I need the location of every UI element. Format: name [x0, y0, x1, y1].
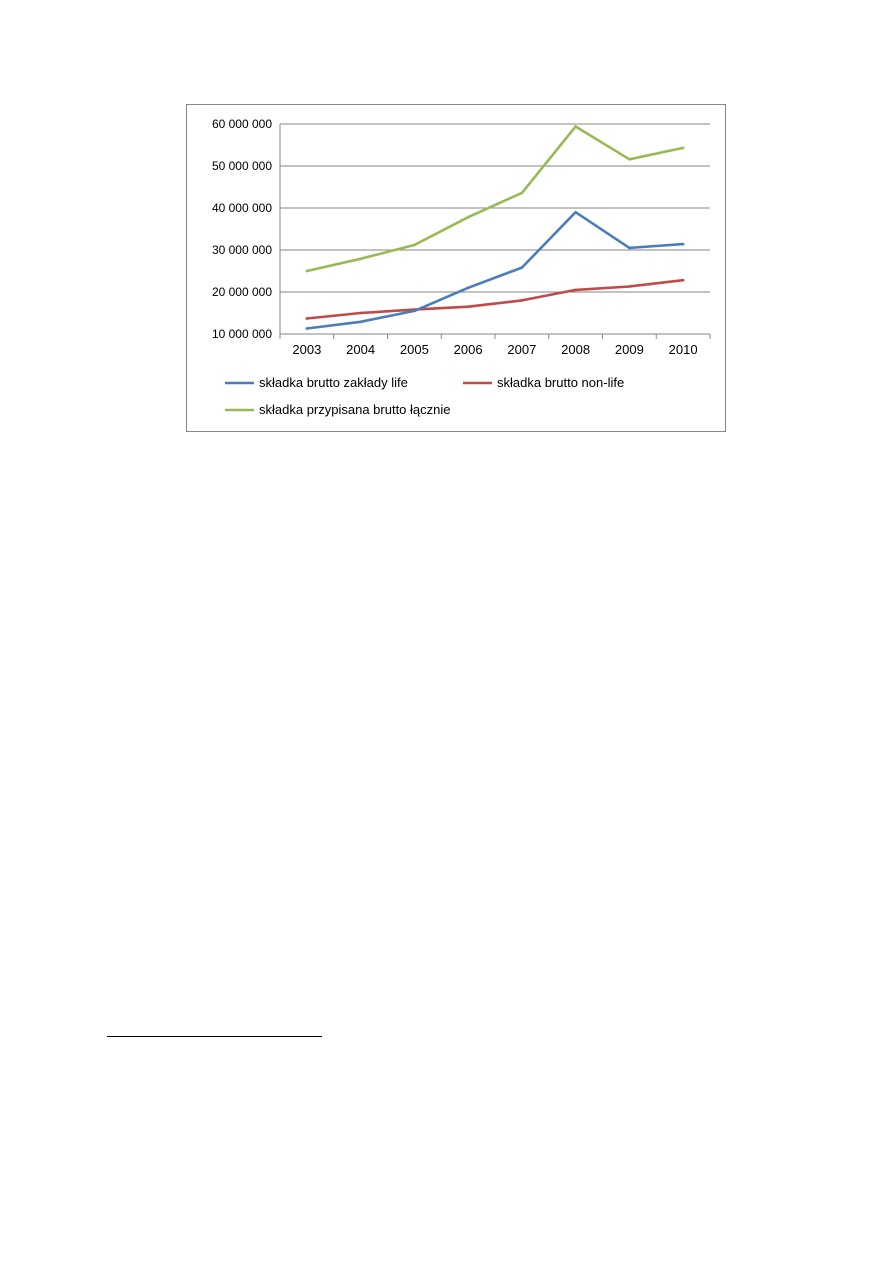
- x-tick-label: 2005: [399, 342, 429, 357]
- series-line-2: [307, 127, 683, 272]
- data-point-2: [682, 147, 685, 150]
- legend-label-1: składka brutto non-life: [497, 375, 625, 390]
- data-point-1: [628, 285, 631, 288]
- data-point-1: [467, 305, 470, 308]
- data-point-0: [413, 310, 416, 313]
- data-point-2: [628, 158, 631, 161]
- y-tick-label: 50 000 000: [211, 159, 272, 173]
- x-tick-label: 2004: [346, 342, 376, 357]
- series-line-0: [307, 212, 683, 328]
- data-point-2: [413, 244, 416, 247]
- legend-label-2: składka przypisana brutto łącznie: [259, 402, 451, 417]
- data-point-1: [682, 279, 685, 282]
- x-tick-label: 2007: [507, 342, 537, 357]
- y-tick-label: 10 000 000: [211, 327, 272, 341]
- data-point-0: [682, 243, 685, 246]
- x-tick-label: 2010: [668, 342, 698, 357]
- footnote-separator: [107, 1036, 322, 1037]
- data-point-1: [574, 289, 577, 292]
- data-point-0: [467, 287, 470, 290]
- y-tick-label: 20 000 000: [211, 285, 272, 299]
- line-chart: [187, 105, 725, 431]
- data-point-2: [306, 270, 309, 273]
- data-point-0: [628, 247, 631, 250]
- y-tick-label: 60 000 000: [211, 117, 272, 131]
- data-point-2: [574, 125, 577, 128]
- y-tick-label: 40 000 000: [211, 201, 272, 215]
- data-point-1: [359, 312, 362, 315]
- data-point-0: [574, 211, 577, 214]
- x-tick-label: 2009: [614, 342, 644, 357]
- data-point-0: [359, 321, 362, 324]
- y-tick-label: 30 000 000: [211, 243, 272, 257]
- x-tick-label: 2006: [453, 342, 483, 357]
- data-point-2: [467, 216, 470, 219]
- chart-container: [186, 104, 726, 432]
- x-tick-label: 2008: [561, 342, 591, 357]
- x-tick-label: 2003: [292, 342, 322, 357]
- series-line-1: [307, 280, 683, 318]
- data-point-1: [306, 317, 309, 320]
- data-point-0: [521, 266, 524, 269]
- data-point-1: [521, 299, 524, 302]
- legend-label-0: składka brutto zakłady life: [259, 375, 408, 390]
- data-point-2: [521, 192, 524, 195]
- data-point-2: [359, 258, 362, 261]
- data-point-0: [306, 327, 309, 330]
